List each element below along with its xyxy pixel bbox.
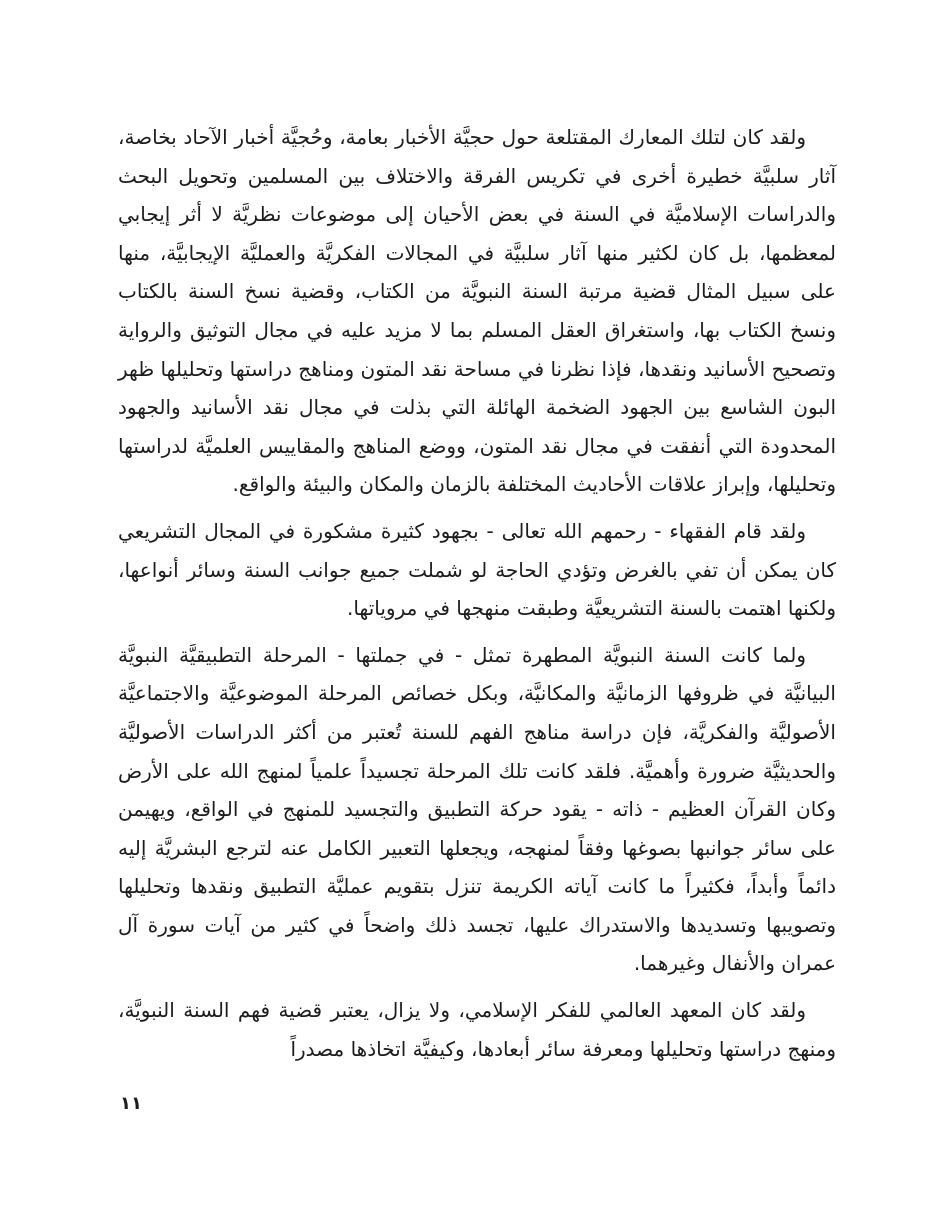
body-text [118, 118, 836, 1068]
paragraph-4: ولقد كان المعهد العالمي للفكر الإسلامي، ولا يزال، يعتبر قضية فهم السنة النبويَّة، ومنهج دراستها وتحليلها ومعرفة سائر أبعادها، وكيفيَّة اتخاذها مصدراً [118, 998, 836, 1061]
paragraph-2: ولقد قام الفقهاء - رحمهم الله تعالى - بجهود كثيرة مشكورة في المجال التشريعي كان يمكن أن تفي بالغرض وتؤدي الحاجة لو شملت جميع جوانب السنة وسائر أنواعها، ولكنها اهتمت بالسنة التشريعيَّة وطبقت منهجها في مروياتها. [118, 518, 836, 621]
paragraph-1: ولقد كان لتلك المعارك المقتلعة حول حجيَّة الأخبار بعامة، وحُجيَّة أخبار الآحاد بخاصة، آثار سلبيَّة خطيرة أخرى في تكريس الفرقة والاختلاف بين المسلمين وتحويل البحث والدراسات الإسلاميَّة في السنة في بعض الأحيان إلى موضوعات نظريَّة لا أثر إيجابي لمعظمها، بل كان لكثير منها آثار سلبيَّة في المجالات الفكريَّة والعمليَّة الإيجابيَّة، منها على سبيل المثال قضية مرتبة السنة النبويَّة من الكتاب، وقضية نسخ السنة بالكتاب ونسخ الكتاب بها، واستغراق العقل المسلم بما لا مزيد عليه في مجال التوثيق والرواية وتصحيح الأسانيد ونقدها، فإذا نظرنا في مساحة نقد المتون ومناهج دراستها وتحليلها ظهر البون الشاسع بين الجهود الضخمة الهائلة التي بذلت في مجال نقد الأسانيد والجهود المحدودة التي أنفقت في مجال نقد المتون، ووضع المناهج والمقاييس العلميَّة لدراستها وتحليلها، وإبراز علاقات الأحاديث المختلفة بالزمان والمكان والبيئة والواقع. [118, 125, 836, 497]
page-number: ١١ [120, 1093, 142, 1114]
paragraph-3: ولما كانت السنة النبويَّة المطهرة تمثل - في جملتها - المرحلة التطبيقيَّة النبويَّة البيانيَّة في ظروفها الزمانيَّة والمكانيَّة، وبكل خصائص المرحلة الموضوعيَّة والاجتماعيَّة الأصوليَّة والفكريَّة، فإن دراسة مناهج الفهم للسنة تُعتبر من أكثر الدراسات الأصوليَّة والحديثيَّة ضرورة وأهميَّة. فلقد كانت تلك المرحلة تجسيداً علمياً لمنهج الله على الأرض وكان القرآن العظيم - ذاته - يقود حركة التطبيق والتجسيد للمنهج في الواقع، ويهيمن على سائر جوانبها بصوغها وفقاً لمنهجه، ويجعلها التعبير الكامل عنه لترجع البشريَّة إليه دائماً وأبداً، فكثيراً ما كانت آياته الكريمة تنزل بتقويم عمليَّة التطبيق ونقدها وتحليلها وتصويبها وتسديدها والاستدراك عليها، تجسد ذلك واضحاً في كثير من آيات سورة آل عمران والأنفال وغيرهما. [118, 642, 836, 976]
